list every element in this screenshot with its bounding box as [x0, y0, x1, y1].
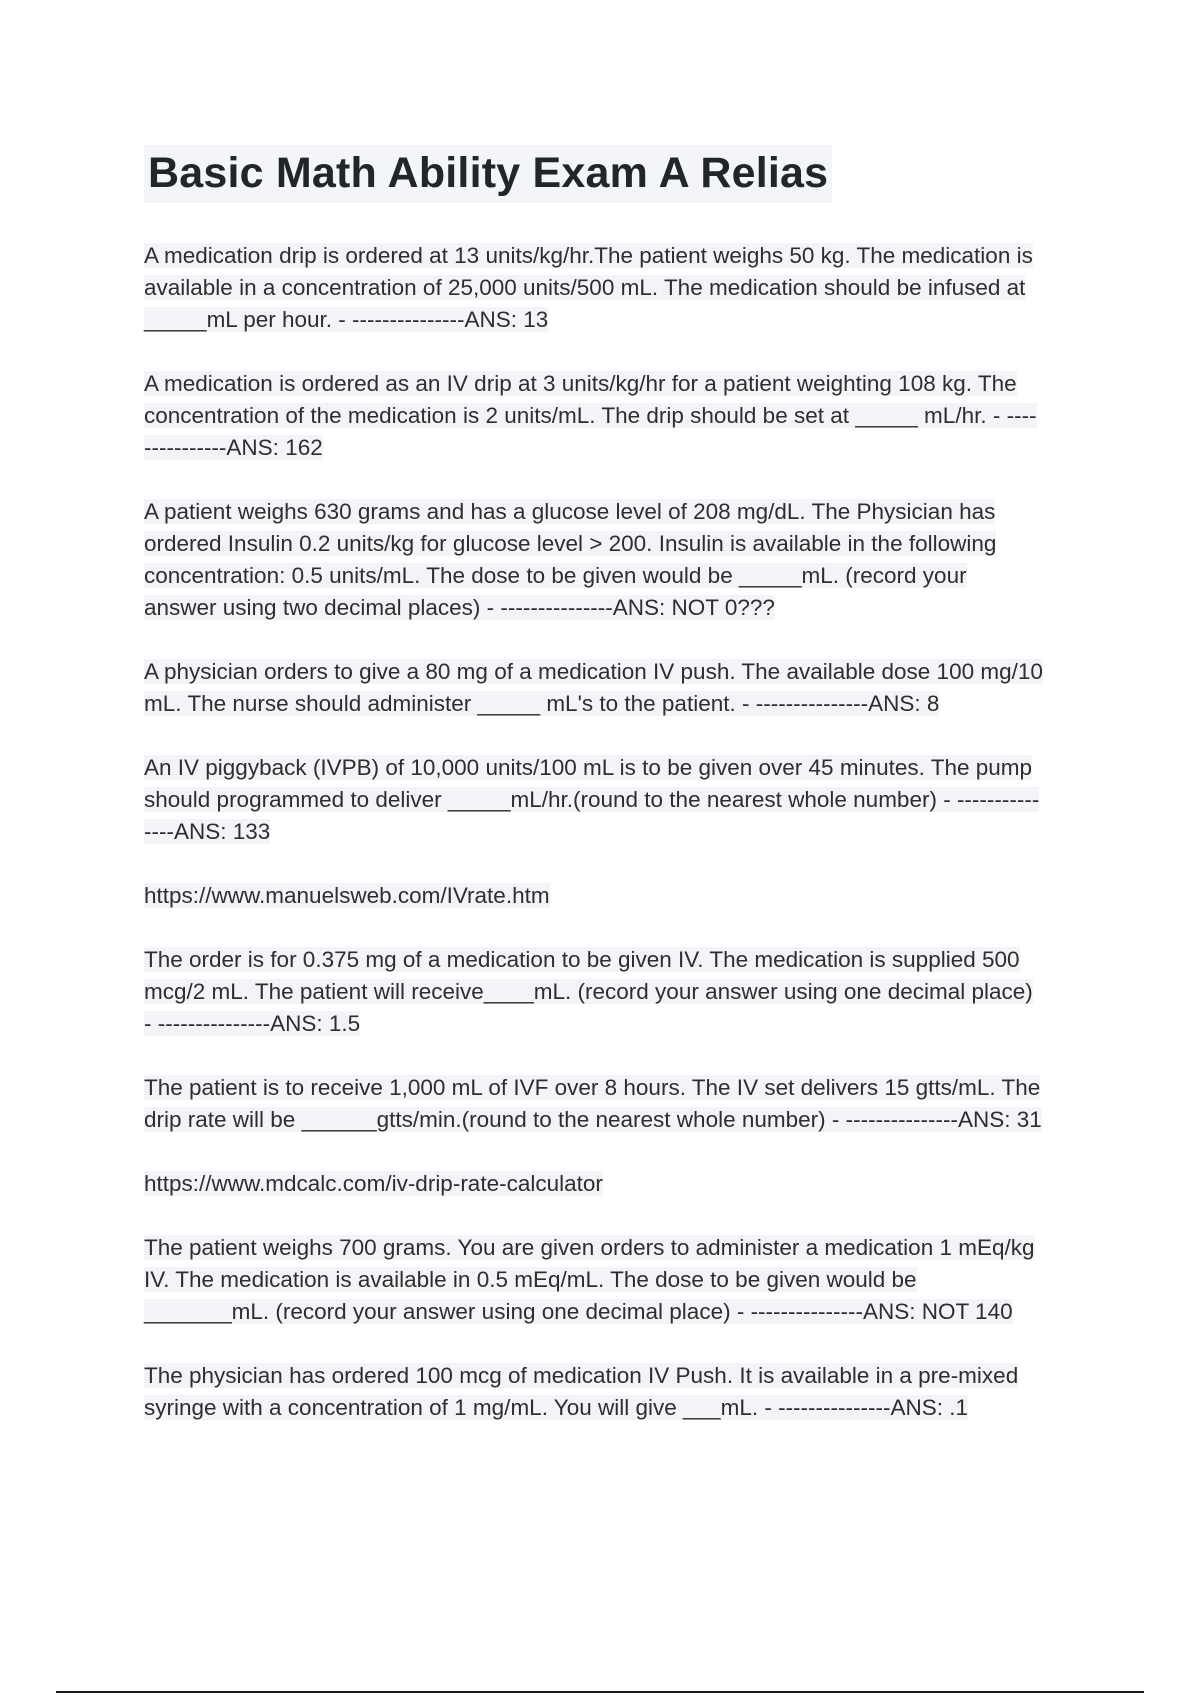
question-item — [144, 1072, 1044, 1136]
question-item — [144, 944, 1044, 1040]
reference-link-text[interactable]: https://www.mdcalc.com/iv-drip-rate-calculator — [144, 1171, 603, 1196]
footer-divider — [56, 1691, 1144, 1693]
question-item — [144, 368, 1044, 464]
question-text: The patient weighs 700 grams. You are given orders to administer a medication 1 mEq/kg IV. The medication is available in 0.5 mEq/mL. The dose to be given would be _______mL. (record your answer using one decimal place) - ---------------ANS: NOT 140 — [144, 1235, 1035, 1324]
question-item — [144, 656, 1044, 720]
question-text: The order is for 0.375 mg of a medication to be given IV. The medication is supplied 500 mcg/2 mL. The patient will receive____mL. (record your answer using one decimal place) - ---------------ANS: 1.5 — [144, 947, 1033, 1036]
page-title: Basic Math Ability Exam A Relias — [144, 145, 832, 203]
question-item — [144, 496, 1044, 624]
question-text: A medication drip is ordered at 13 units/kg/hr.The patient weighs 50 kg. The medication is available in a concentration of 25,000 units/500 mL. The medication should be infused at _____mL per hour. - ---------------ANS: 13 — [144, 243, 1033, 332]
question-text: A patient weighs 630 grams and has a glucose level of 208 mg/dL. The Physician has ordered Insulin 0.2 units/kg for glucose level > 200. Insulin is available in the following concentration: 0.5 units/mL. The dose to be given would be _____mL. (record your answer using two decimal places) - ---------------ANS: NOT 0??? — [144, 499, 997, 620]
question-text: The patient is to receive 1,000 mL of IVF over 8 hours. The IV set delivers 15 gtts/mL. The drip rate will be ______gtts/min.(round to the nearest whole number) - ---------------ANS: 31 — [144, 1075, 1042, 1132]
reference-link[interactable] — [144, 1168, 1044, 1200]
question-list — [144, 240, 1044, 1456]
question-text: A medication is ordered as an IV drip at 3 units/kg/hr for a patient weighting 108 kg. The concentration of the medication is 2 units/mL. The drip should be set at _____ mL/hr. - ---------------ANS: 162 — [144, 371, 1037, 460]
reference-link-text[interactable]: https://www.manuelsweb.com/IVrate.htm — [144, 883, 550, 908]
question-item — [144, 752, 1044, 848]
question-item — [144, 1360, 1044, 1424]
question-item — [144, 240, 1044, 336]
question-text: A physician orders to give a 80 mg of a medication IV push. The available dose 100 mg/10 mL. The nurse should administer _____ mL's to the patient. - ---------------ANS: 8 — [144, 659, 1043, 716]
reference-link[interactable] — [144, 880, 1044, 912]
question-item — [144, 1232, 1044, 1328]
question-text: An IV piggyback (IVPB) of 10,000 units/100 mL is to be given over 45 minutes. The pump should programmed to deliver _____mL/hr.(round to the nearest whole number) - ---------------ANS: 133 — [144, 755, 1040, 844]
question-text: The physician has ordered 100 mcg of medication IV Push. It is available in a pre-mixed syringe with a concentration of 1 mg/mL. You will give ___mL. - ---------------ANS: .1 — [144, 1363, 1019, 1420]
